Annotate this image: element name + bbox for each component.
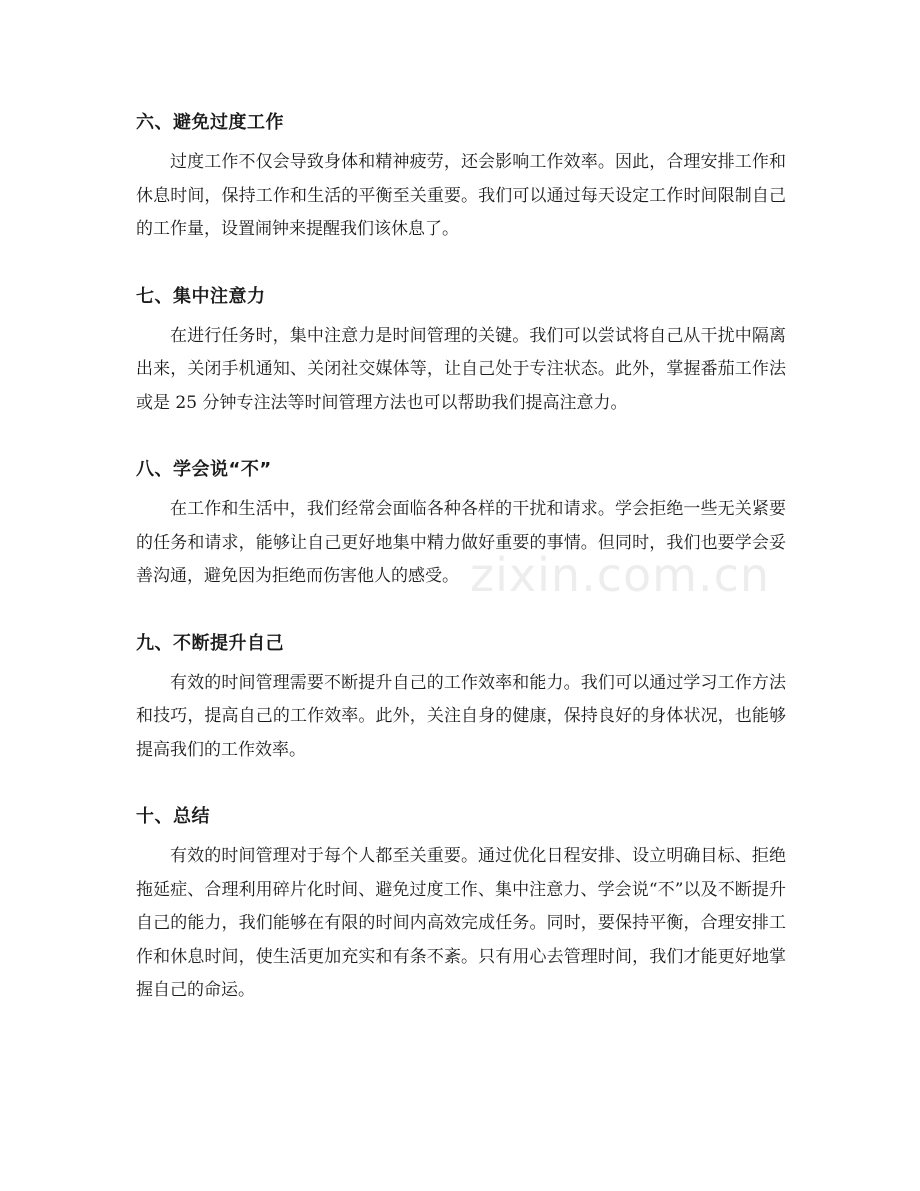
section-body-self-improvement: 有效的时间管理需要不断提升自己的工作效率和能力。我们可以通过学习工作方法和技巧，提高自己的工作效率。此外，关注自身的健康，保持良好的身体状况，也能够提高我们的工作效率。 xyxy=(136,672,786,760)
section-heading-say-no: 八、学会说“不” xyxy=(136,459,272,480)
section-body-avoid-overwork: 过度工作不仅会导致身体和精神疲劳，还会影响工作效率。因此，合理安排工作和休息时间，保持工作和生活的平衡至关重要。我们可以通过每天设定工作时间限制自己的工作量，设置闹钟来提醒我们该休息了。 xyxy=(136,152,786,239)
section-body-focus: 在进行任务时，集中注意力是时间管理的关键。我们可以尝试将自己从干扰中隔离出来，关闭手机通知、关闭社交媒体等，让自己处于专注状态。此外，掌握番茄工作法或是 25 分钟专注法等时间管理方法也可以帮助我们提高注意力。 xyxy=(136,325,786,413)
watermark: zixin.com.cn xyxy=(470,548,771,602)
section-heading-avoid-overwork: 六、避免过度工作 xyxy=(136,112,284,133)
section-body-summary: 有效的时间管理对于每个人都至关重要。通过优化日程安排、设立明确目标、拒绝拖延症、合理利用碎片化时间、避免过度工作、集中注意力、学会说“不”以及不断提升自己的能力，我们能够在有限的时间内高效完成任务。同时，要保持平衡，合理安排工作和休息时间，使生活更加充实和有条不紊。只有用心去管理时间，我们才能更好地掌握自己的命运。 xyxy=(136,846,786,1000)
section-heading-summary: 十、总结 xyxy=(136,806,210,827)
section-heading-focus: 七、集中注意力 xyxy=(136,285,266,307)
section-body-say-no: 在工作和生活中，我们经常会面临各种各样的干扰和请求。学会拒绝一些无关紧要的任务和请求，能够让自己更好地集中精力做好重要的事情。但同时，我们也要学会妥善沟通，避免因为拒绝而伤害他人的感受。 xyxy=(136,499,786,586)
document-content xyxy=(136,100,786,1008)
section-heading-self-improvement: 九、不断提升自己 xyxy=(136,632,284,654)
